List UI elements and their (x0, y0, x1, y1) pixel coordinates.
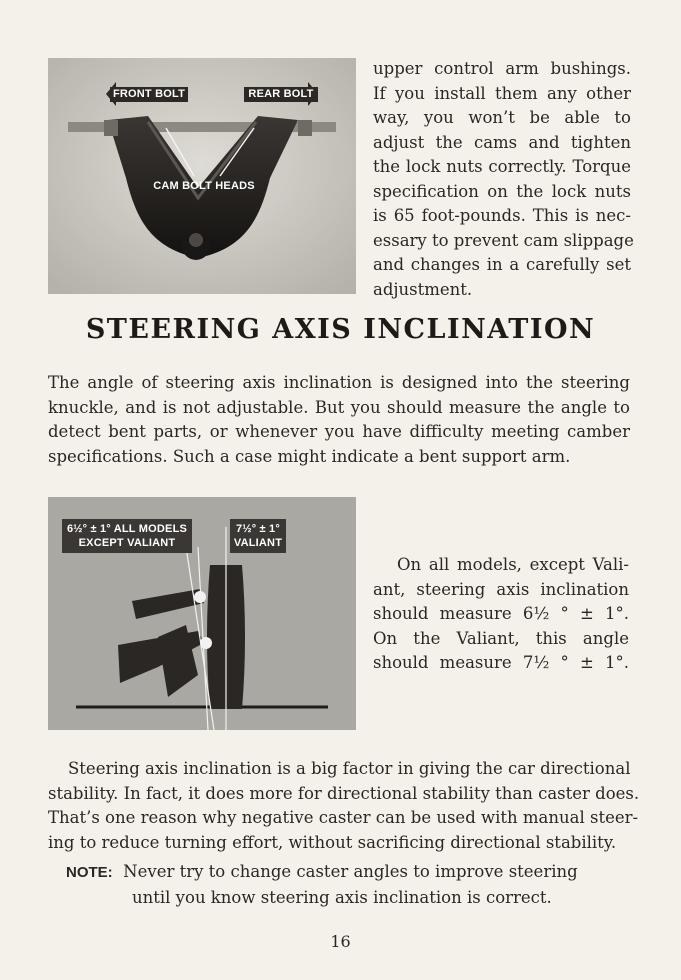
note-text-line-2: until you know steering axis inclination is correct. (132, 887, 552, 907)
spec-line: On all models, except Vali- (397, 555, 629, 574)
paragraph-line: stability. In fact, it does more for directional stability than caster does. (48, 783, 640, 803)
intro-line: essary to prevent cam slippage (373, 230, 634, 250)
all-models-except-label: EXCEPT VALIANT (78, 537, 176, 549)
paragraph-1 (48, 371, 630, 469)
paragraph-2 (48, 757, 640, 855)
spec-line: ant, steering axis inclination (373, 579, 629, 599)
spec-line: On the Valiant, this angle (373, 628, 629, 648)
valiant-angle-label: 7½° ± 1° (236, 523, 280, 535)
intro-line: adjust the cams and tighten (373, 132, 631, 152)
paragraph-line: ing to reduce turning effort, without sacrificing directional stability. (48, 832, 617, 852)
valiant-label: VALIANT (233, 537, 283, 549)
intro-line: upper control arm bushings. (373, 59, 631, 78)
intro-line: way, you won’t be able to (373, 108, 631, 127)
note-block (66, 860, 612, 910)
inclination-spec-paragraph (373, 553, 629, 676)
intro-line: adjustment. (373, 279, 473, 299)
paragraph-line: knuckle, and is not adjustable. But you should measure the angle to (48, 397, 630, 417)
all-models-angle-label: 6½° ± 1° ALL MODELS (66, 523, 188, 535)
paragraph-line: That’s one reason why negative caster can be used with manual steer- (48, 808, 639, 827)
upper-ball-joint (194, 591, 206, 603)
steering-axis-figure (48, 497, 356, 730)
cam-bolt-heads-label: CAM BOLT HEADS (153, 180, 255, 192)
paragraph-line: The angle of steering axis inclination is designed into the steering (48, 373, 630, 392)
paragraph-line: specifications. Such a case might indicate a bent support arm. (48, 446, 571, 466)
spec-line: should measure 6½ ° ± 1°. (373, 604, 629, 623)
rear-bolt-label: REAR BOLT (244, 87, 318, 102)
lower-ball-joint (200, 637, 212, 649)
paragraph-line: detect bent parts, or whenever you have difficulty meeting camber (48, 422, 630, 441)
intro-line: and changes in a carefully set (373, 255, 631, 274)
note-label: NOTE: (66, 864, 113, 881)
intro-line: specification on the lock nuts (373, 181, 631, 201)
spec-line: should measure 7½ ° ± 1°. (373, 653, 629, 672)
intro-line: the lock nuts correctly. Torque (373, 157, 631, 176)
note-first-line (66, 860, 612, 886)
paragraph-line: Steering axis inclination is a big factor in giving the car directional (68, 759, 631, 778)
control-arm-photo (48, 58, 356, 294)
section-title: STEERING AXIS INCLINATION (85, 314, 596, 345)
note-text-line-1: Never try to change caster angles to improve steering (123, 862, 578, 881)
intro-line: If you install them any other (373, 83, 631, 103)
page-number: 16 (330, 932, 351, 951)
front-bolt-label: FRONT BOLT (110, 87, 188, 102)
intro-paragraph (373, 57, 634, 302)
intro-line: is 65 foot-pounds. This is nec- (373, 206, 631, 225)
